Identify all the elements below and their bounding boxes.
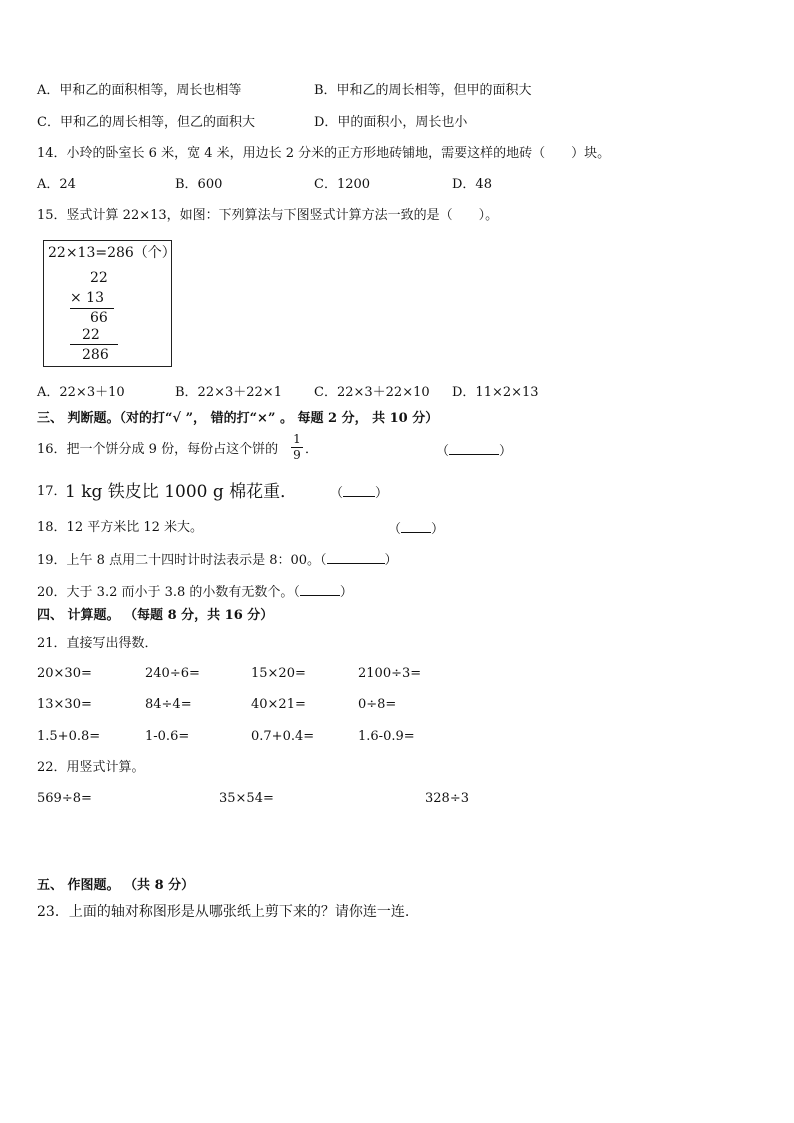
q14-option-b: B．600 — [175, 177, 223, 192]
section-3-heading: 三、 判断题。（对的打“√ ”， 错的打“×” 。 每题 2 分， 共 10 分） — [37, 411, 439, 426]
q21-item: 20×30= — [37, 666, 92, 681]
q22-text: 22．用竖式计算。 — [37, 760, 145, 775]
vertical-calc-product: 286 — [82, 347, 109, 363]
q16-paren-right: ） — [499, 444, 513, 459]
q20-paren-right: ） — [339, 585, 353, 600]
q15-text: 15．竖式计算 22×13，如图：下列算法与下图竖式计算方法一致的是（ ）。 — [37, 208, 499, 223]
q19-text: 19．上午 8 点用二十四时计时法表示是 8：00。（ — [37, 553, 327, 568]
q21-item: 1.6-0.9= — [358, 729, 415, 744]
q16-fraction — [291, 433, 303, 462]
q17-blank-line — [343, 484, 375, 497]
q21-text: 21．直接写出得数． — [37, 636, 158, 651]
q13-option-a: A．甲和乙的面积相等，周长也相等 — [37, 83, 242, 98]
vertical-calc-line-1 — [70, 308, 114, 309]
q18-answer-blank[interactable] — [388, 520, 444, 538]
section-4-heading: 四、 计算题。 （每题 8 分，共 16 分） — [37, 608, 274, 623]
q15-option-b: B．22×3＋22×1 — [175, 385, 282, 400]
q13-option-d: D．甲的面积小，周长也小 — [314, 115, 468, 130]
vertical-calc-partial-1: 66 — [90, 310, 108, 326]
q21-item: 15×20= — [251, 666, 306, 681]
vertical-calc-multiplicand: 22 — [90, 270, 108, 286]
q15-option-a: A．22×3＋10 — [37, 385, 125, 400]
q14-option-d: D．48 — [452, 177, 492, 192]
q16-paren-left: （ — [436, 444, 450, 459]
q17-paren-right: ） — [375, 486, 389, 501]
q21-item: 1-0.6= — [145, 729, 190, 744]
q21-item: 13×30= — [37, 697, 92, 712]
q19-answer-blank[interactable] — [37, 551, 398, 569]
q22-item: 328÷3 — [425, 791, 469, 806]
q19-paren-right: ） — [384, 553, 398, 568]
q16-blank-line — [449, 442, 499, 455]
q13-option-c: C．甲和乙的周长相等，但乙的面积大 — [37, 115, 255, 130]
q20-blank-line — [300, 583, 340, 596]
q21-item: 84÷4= — [145, 697, 192, 712]
vertical-calc-partial-2: 22 — [82, 327, 100, 343]
vertical-calculation-box — [43, 240, 176, 367]
q17-paren-left: （ — [330, 486, 344, 501]
vertical-calc-line-2 — [70, 344, 118, 345]
q18-paren-left: （ — [388, 522, 402, 537]
q17-answer-blank[interactable] — [330, 484, 388, 502]
q19-blank-line — [327, 551, 385, 564]
q18-blank-line — [401, 520, 431, 533]
q13-option-b: B．甲和乙的周长相等，但甲的面积大 — [314, 83, 532, 98]
q18-paren-right: ） — [431, 522, 445, 537]
q17-number: 17． — [37, 484, 67, 499]
q21-item: 2100÷3= — [358, 666, 422, 681]
q20-text: 20．大于 3.2 而小于 3.8 的小数有无数个。（ — [37, 585, 300, 600]
q16-answer-blank[interactable] — [436, 442, 512, 460]
q15-option-c: C．22×3＋22×10 — [314, 385, 430, 400]
q15-option-d: D．11×2×13 — [452, 385, 539, 400]
q22-item: 569÷8= — [37, 791, 92, 806]
q17-text: 1 kg 铁皮比 1000 g 棉花重． — [65, 482, 298, 502]
q21-item: 0.7+0.4= — [251, 729, 315, 744]
q21-item: 1.5+0.8= — [37, 729, 101, 744]
q14-option-c: C．1200 — [314, 177, 371, 192]
section-5-heading: 五、 作图题。 （共 8 分） — [37, 878, 195, 893]
q16-text: 16．把一个饼分成 9 份，每份占这个饼的 — [37, 442, 279, 457]
q20-answer-blank[interactable] — [37, 583, 353, 601]
vertical-calc-header: 22×13=286（个） — [48, 245, 176, 261]
vertical-calc-multiplier: × 13 — [70, 290, 104, 306]
q23-text: 23．上面的轴对称图形是从哪张纸上剪下来的？请你连一连. — [37, 904, 410, 920]
q14-text: 14．小玲的卧室长 6 米，宽 4 米，用边长 2 分米的正方形地砖铺地，需要这样的地砖（ ）块。 — [37, 146, 611, 161]
q21-item: 0÷8= — [358, 697, 397, 712]
q16-fraction-numerator: 1 — [293, 432, 301, 446]
q14-option-a: A．24 — [37, 177, 76, 192]
q22-item: 35×54= — [219, 791, 274, 806]
q16-period: ． — [305, 442, 319, 457]
q21-item: 240÷6= — [145, 666, 200, 681]
q16-fraction-denominator: 9 — [293, 448, 301, 462]
q21-item: 40×21= — [251, 697, 306, 712]
q18-text: 18．12 平方米比 12 米大。 — [37, 520, 204, 535]
